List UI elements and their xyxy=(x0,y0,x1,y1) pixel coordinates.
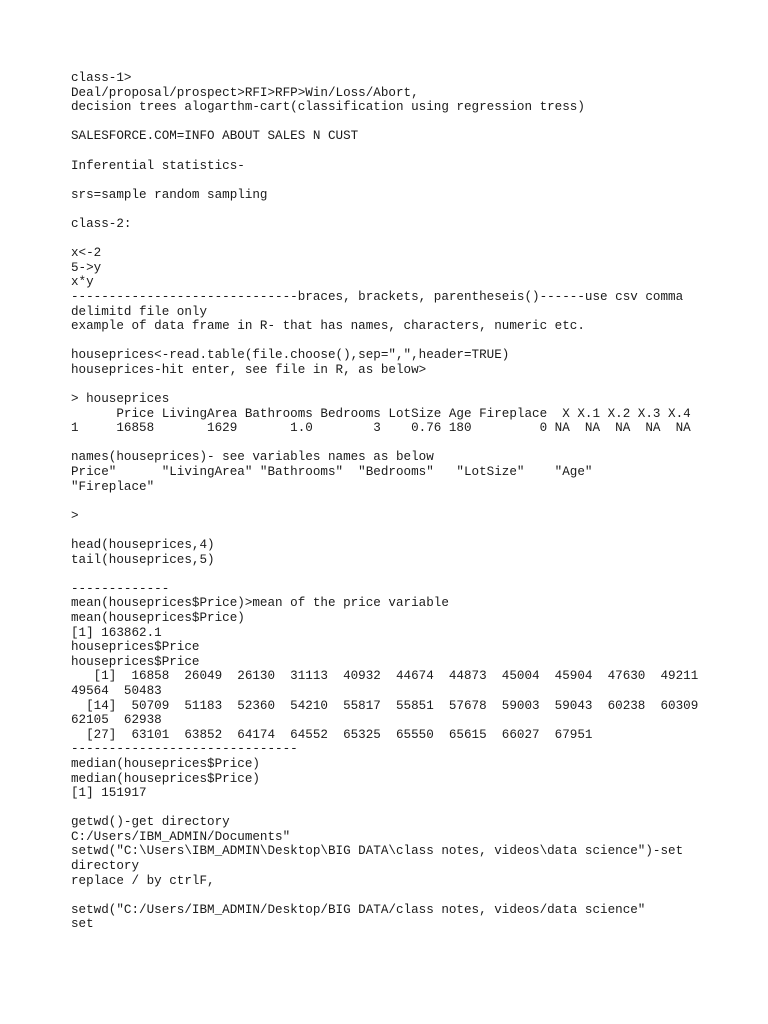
text-line: houseprices<-read.table(file.choose(),sep=",",header=TRUE) xyxy=(71,348,510,363)
text-line: [1] 16858 26049 26130 31113 40932 44674 44873 45004 45904 47630 49211 xyxy=(71,669,699,684)
text-line: 49564 50483 xyxy=(71,683,162,698)
text-line: ------------------------------braces, brackets, parentheseis()------use csv comma xyxy=(71,289,684,304)
text-line: x<-2 xyxy=(71,246,102,261)
text-line: ------------- xyxy=(71,581,170,596)
text-line: setwd("C:/Users/IBM_ADMIN/Desktop/BIG DATA/class notes, videos/data science" xyxy=(71,902,646,917)
text-line: > xyxy=(71,508,79,523)
text-line: median(houseprices$Price) xyxy=(71,756,260,771)
text-line: Price" "LivingArea" "Bathrooms" "Bedrooms" "LotSize" "Age" xyxy=(71,465,593,480)
text-line xyxy=(71,436,731,451)
text-line: [27] 63101 63852 64174 64552 65325 65550 65615 66027 67951 xyxy=(71,727,593,742)
text-line: median(houseprices$Price) xyxy=(71,771,260,786)
text-line xyxy=(71,144,731,159)
text-line xyxy=(71,202,731,217)
text-line xyxy=(71,232,731,247)
text-line: SALESFORCE.COM=INFO ABOUT SALES N CUST xyxy=(71,129,359,144)
text-line: setwd("C:\Users\IBM_ADMIN\Desktop\BIG DATA\class notes, videos\data science")-set xyxy=(71,844,684,859)
text-line: delimitd file only xyxy=(71,304,208,319)
text-line: srs=sample random sampling xyxy=(71,187,268,202)
text-line: Inferential statistics- xyxy=(71,158,245,173)
text-line: Price LivingArea Bathrooms Bedrooms LotSize Age Fireplace X X.1 X.2 X.3 X.4 xyxy=(71,406,691,421)
text-line xyxy=(71,334,731,349)
text-line: class-2: xyxy=(71,216,132,231)
text-line: mean(houseprices$Price)>mean of the price variable xyxy=(71,596,449,611)
text-line: set xyxy=(71,917,94,932)
text-line: x*y xyxy=(71,275,94,290)
text-line: mean(houseprices$Price) xyxy=(71,610,245,625)
text-line xyxy=(71,888,731,903)
text-line: 1 16858 1629 1.0 3 0.76 180 0 NA NA NA NA NA xyxy=(71,421,691,436)
text-line: houseprices$Price xyxy=(71,640,200,655)
text-line: example of data frame in R- that has names, characters, numeric etc. xyxy=(71,319,585,334)
text-line: getwd()-get directory xyxy=(71,815,230,830)
document-body xyxy=(71,71,731,932)
text-line: Deal/proposal/prospect>RFI>RFP>Win/Loss/Abort, xyxy=(71,85,419,100)
text-line xyxy=(71,801,731,816)
text-line xyxy=(71,173,731,188)
text-line: houseprices$Price xyxy=(71,654,200,669)
text-line: 62105 62938 xyxy=(71,713,162,728)
text-line: class-1> xyxy=(71,71,132,85)
text-line: "Fireplace" xyxy=(71,479,155,494)
text-line: directory xyxy=(71,859,140,874)
text-line: houseprices-hit enter, see file in R, as below> xyxy=(71,362,427,377)
text-line: tail(houseprices,5) xyxy=(71,552,215,567)
text-line: head(houseprices,4) xyxy=(71,538,215,552)
text-line: [1] 151917 xyxy=(71,786,147,801)
text-line: [1] 163862.1 xyxy=(71,625,162,640)
text-line xyxy=(71,494,731,509)
text-line xyxy=(71,115,731,130)
text-line xyxy=(71,377,731,392)
text-line: replace / by ctrlF, xyxy=(71,873,215,888)
text-line xyxy=(71,567,731,582)
text-line: ------------------------------ xyxy=(71,742,298,757)
text-line: decision trees alogarthm-cart(classification using regression tress) xyxy=(71,100,585,115)
text-line: > houseprices xyxy=(71,392,170,407)
text-line: C:/Users/IBM_ADMIN/Documents" xyxy=(71,829,291,844)
text-line: 5->y xyxy=(71,260,102,275)
text-line: [14] 50709 51183 52360 54210 55817 55851 57678 59003 59043 60238 60309 xyxy=(71,698,699,713)
text-line: names(houseprices)- see variables names as below xyxy=(71,450,434,465)
text-line xyxy=(71,523,731,538)
